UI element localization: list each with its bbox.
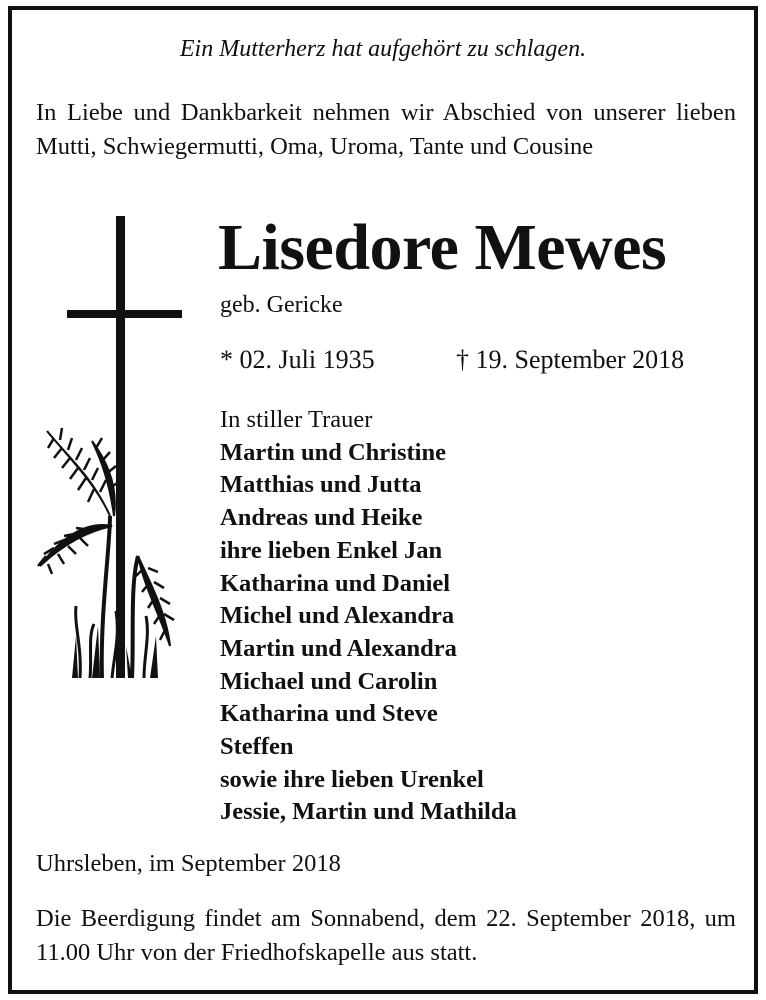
mourner-line: Katharina und Steve bbox=[220, 700, 438, 728]
mourner-line: Andreas und Heike bbox=[220, 504, 423, 532]
intro-text: In Liebe und Dankbarkeit nehmen wir Abschied von unserer lieben Mutti, Schwiegermutti, Oma, Uroma, Tante und Cousine bbox=[36, 99, 736, 160]
mourner-line: Matthias und Jutta bbox=[220, 471, 422, 499]
obituary-notice bbox=[8, 6, 758, 994]
mourner-line: Martin und Alexandra bbox=[220, 634, 457, 662]
maiden-name: geb. Gericke bbox=[220, 292, 343, 318]
funeral-info: Die Beerdigung findet am Sonnabend, dem 22. September 2018, um 11.00 Uhr von der Friedhofskapelle aus statt. bbox=[36, 905, 736, 966]
birth-date: * 02. Juli 1935 bbox=[220, 345, 375, 374]
mourner-line: Jessie, Martin und Mathilda bbox=[220, 798, 517, 826]
mourners-list bbox=[220, 404, 517, 829]
deceased-name: Lisedore Mewes bbox=[218, 211, 667, 284]
mourner-line: Katharina und Daniel bbox=[220, 569, 451, 597]
cross-with-wheat-icon bbox=[32, 216, 182, 678]
motto: Ein Mutterherz hat aufgehört zu schlagen. bbox=[179, 36, 587, 62]
mourner-line: Martin und Christine bbox=[220, 438, 446, 466]
place-date: Uhrsleben, im September 2018 bbox=[36, 850, 341, 877]
mourning-heading: In stiller Trauer bbox=[220, 406, 373, 433]
mourner-line: sowie ihre lieben Urenkel bbox=[220, 765, 484, 793]
mourner-line: Steffen bbox=[220, 733, 294, 761]
mourner-line: Michel und Alexandra bbox=[220, 602, 455, 630]
mourner-line: Michael und Carolin bbox=[220, 667, 438, 695]
death-date: † 19. September 2018 bbox=[456, 345, 685, 374]
mourner-line: ihre lieben Enkel Jan bbox=[220, 536, 443, 564]
